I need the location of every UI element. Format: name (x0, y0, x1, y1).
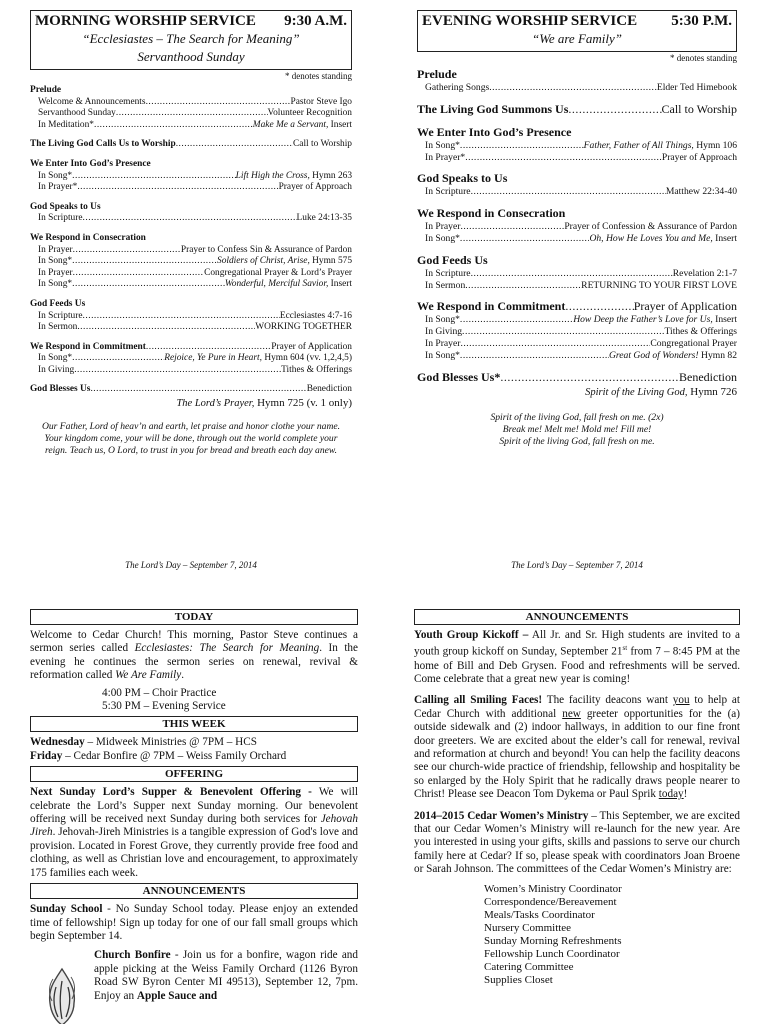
service-item: In Sermon ..... RETURNING TO YOUR FIRST LOVE (417, 280, 737, 292)
bonfire-announcement (30, 949, 358, 1024)
youth-group-paragraph: Youth Group Kickoff – All Jr. and Sr. High students are invited to a youth group kickoff on Sunday, September 21st from 7 – 8:45 PM at the home of Bill and Deb Grysen. Food and refreshments will be served. Come celebrate that a great new year is coming! (414, 629, 740, 685)
section-title: We Respond in Commitment ..... Prayer of Application (417, 299, 737, 314)
list-item: Sunday Morning Refreshments (484, 935, 622, 948)
worship-section (417, 370, 737, 385)
list-item: Fellowship Lunch Coordinator (484, 948, 620, 961)
week-event: Friday – Cedar Bonfire @ 7PM – Weiss Family Orchard (30, 749, 287, 762)
welcome-paragraph: Welcome to Cedar Church! This morning, Pastor Steve continues a sermon series called Ecclesiastes: The Search for Meaning. In the evening he continues the sermon series on renewal, revival & reformation called We Are Family. (30, 629, 358, 682)
worship-section (30, 384, 352, 396)
worship-section (30, 342, 352, 377)
service-item: In Song* ..... Wonderful, Merciful Savior, Insert (30, 279, 352, 291)
section-title: We Respond in Commitment ..... Prayer of Application (30, 342, 352, 354)
morning-occasion: Servanthood Sunday (137, 49, 245, 64)
closing-hymn: The Lord’s Prayer, Hymn 725 (v. 1 only) (176, 397, 352, 410)
today-heading: TODAY (30, 609, 358, 625)
womens-ministry-paragraph: 2014–2015 Cedar Women’s Ministry – This September, we are excited that our Cedar Women’s Ministry will re-launch for the new year. Are you interested in using your gifts, skills and passions to serve our church family here at Cedar? If so, please speak with coordinators Joan Broene or Sarah Johnson. The committees of the Cedar Women’s Ministry are: (414, 809, 740, 876)
page-footer-date: The Lord’s Day – September 7, 2014 (125, 560, 257, 570)
morning-header-box (30, 10, 352, 70)
service-item: Welcome & Announcements ..... Pastor Steve Igo (30, 97, 352, 109)
list-item: Women’s Ministry Coordinator (484, 882, 622, 895)
offering-paragraph: Next Sunday Lord’s Supper & Benevolent Offering - We will celebrate the Lord’s Supper next Sunday morning. Our benevolent offering will be received next Sunday during both services for Jehovah Jireh. Jehovah-Jireh Ministries is a tangible expression of God's love and provision. Located in Forest Grove, they currently provide free food and clothing, as well as Christian love and encouragement, to approximately 175 families each week. (30, 786, 358, 879)
morning-order-of-worship (30, 85, 352, 396)
section-title: God Feeds Us (30, 298, 86, 309)
worship-section (417, 171, 737, 198)
worship-section (417, 102, 737, 117)
section-title: The Living God Calls Us to Worship ..... Call to Worship (30, 139, 352, 151)
service-item: Gathering Songs ..... Elder Ted Himebook (417, 82, 737, 94)
this-week-heading: THIS WEEK (30, 716, 358, 732)
worship-section (417, 67, 737, 94)
service-item: In Song* ..... How Deep the Father’s Love for Us, Insert (417, 314, 737, 326)
section-title: God Blesses Us ..... Benediction (30, 384, 352, 396)
worship-section (30, 233, 352, 291)
service-item: In Song* ..... Great God of Wonders! Hymn 82 (417, 350, 737, 362)
service-item: In Prayer* ..... Prayer of Approach (30, 182, 352, 194)
today-panel (30, 606, 358, 1024)
list-item: Catering Committee (484, 961, 574, 974)
service-item: In Prayer ..... Congregational Prayer & Lord’s Prayer (30, 268, 352, 280)
section-title: The Living God Summons Us ..... Call to Worship (417, 102, 737, 117)
service-item: In Scripture ..... Revelation 2:1-7 (417, 268, 737, 280)
worship-section (30, 159, 352, 194)
evening-order-of-worship (417, 67, 737, 385)
section-title: God Speaks to Us (417, 171, 508, 186)
worship-section (417, 125, 737, 164)
service-item: In Song* ..... Lift High the Cross, Hymn 263 (30, 171, 352, 183)
service-item: In Prayer* ..... Prayer of Approach (417, 152, 737, 164)
service-item: In Song* ..... Soldiers of Christ, Arise, Hymn 575 (30, 256, 352, 268)
section-title: God Speaks to Us (30, 201, 101, 212)
announcements-heading: ANNOUNCEMENTS (414, 609, 740, 625)
greeters-paragraph: Calling all Smiling Faces! The facility deacons want you to help at Cedar Church with additional new greeter opportunities for the (a) outside sidewalk and (2) indoor hallways, in addition to our fine front door greeters. We are excited about the elder’s call for renewal, revival and reformation at church and beyond! You can help the facility deacons see our church-wide practice of friendship, fellowship and hospitality be so enlarged by the Holy Spirit that he radically draws people nearer to Christ! Please see Deacon Tom Dykema or Paul Sprik today! (414, 694, 740, 801)
evening-title: EVENING WORSHIP SERVICE (422, 13, 638, 29)
list-item: Correspondence/Bereavement (484, 895, 617, 908)
service-item: In Prayer ..... Prayer to Confess Sin & Assurance of Pardon (30, 245, 352, 257)
sunday-school-paragraph: Sunday School - No Sunday School today. Please enjoy an extended time of fellowship! Sign up today for one of our fall small groups which begin September 14. (30, 903, 358, 942)
service-item: Servanthood Sunday ..... Volunteer Recognition (30, 108, 352, 120)
evening-time: 5:30 P.M. (671, 13, 732, 29)
worship-section (30, 299, 352, 334)
service-item: In Prayer ..... Prayer of Confession & Assurance of Pardon (417, 221, 737, 233)
morning-title: MORNING WORSHIP SERVICE (35, 13, 256, 29)
worship-section (30, 202, 352, 225)
service-item: In Song* ..... Oh, How He Loves You and Me, Insert (417, 233, 737, 245)
service-item: In Scripture ..... Ecclesiastes 4:7-16 (30, 311, 352, 323)
bonfire-paragraph: Church Bonfire - Join us for a bonfire, wagon ride and apple picking at the Weiss Family Orchard (1126 Byron Road SW Byron Center MI 49513), September 12, 7pm. Enjoy an Apple Sauce and (94, 949, 358, 1002)
closing-hymn: Spirit of the Living God, Hymn 726 (585, 385, 737, 398)
list-item: Nursery Committee (484, 921, 572, 934)
section-title: We Enter Into God’s Presence (30, 158, 151, 169)
announcements-heading: ANNOUNCEMENTS (30, 883, 358, 899)
lords-prayer-text: Our Father, Lord of heav’n and earth, let praise and honor clothe your name. Your kingdom come, your will be done, through out the world complete your reign. Teach us, O Lord, to trust in you for bread and breath each day anew. (41, 421, 341, 457)
song-lyrics: Spirit of the living God, fall fresh on me. (2x) Break me! Melt me! Mold me! Fill me! Spirit of the living God, fall fresh on me. (490, 411, 664, 447)
worship-section (417, 299, 737, 361)
section-title: We Enter Into God’s Presence (417, 124, 572, 139)
morning-time: 9:30 A.M. (284, 13, 347, 29)
flame-icon (30, 949, 94, 1024)
service-item: In Song* ..... Rejoice, Ye Pure in Heart, Hymn 604 (vv. 1,2,4,5) (30, 353, 352, 365)
section-title: We Respond in Consecration (417, 206, 566, 221)
service-item: In Giving ..... Tithes & Offerings (417, 326, 737, 338)
service-item: In Song* ..... Father, Father of All Things, Hymn 106 (417, 140, 737, 152)
section-title: Prelude (30, 85, 62, 95)
service-item: In Prayer ..... Congregational Prayer (417, 338, 737, 350)
evening-theme: “We are Family” (531, 31, 623, 46)
service-item: In Meditation* ..... Make Me a Servant, Insert (30, 120, 352, 132)
evening-worship-panel (417, 10, 737, 580)
week-event: Wednesday – Midweek Ministries @ 7PM – HCS (30, 736, 257, 749)
morning-theme: “Ecclesiastes – The Search for Meaning” (82, 31, 300, 46)
announcements-panel (414, 606, 740, 1024)
section-title: God Blesses Us* ..... Benediction (417, 370, 737, 385)
section-title: Prelude (417, 67, 457, 81)
section-title: God Feeds Us (417, 252, 488, 267)
service-item: In Sermon ..... WORKING TOGETHER (30, 322, 352, 334)
committee-list (414, 883, 740, 988)
evening-header-box (417, 10, 737, 52)
offering-heading: OFFERING (30, 766, 358, 782)
section-title: We Respond in Consecration (30, 232, 146, 243)
standing-note: * denotes standing (285, 71, 352, 81)
worship-section (30, 85, 352, 131)
service-item: In Scripture ..... Matthew 22:34-40 (417, 186, 737, 198)
page-footer-date: The Lord’s Day – September 7, 2014 (511, 560, 643, 570)
standing-note: * denotes standing (670, 53, 737, 63)
worship-section (30, 139, 352, 151)
worship-section (417, 253, 737, 292)
service-item: In Giving ..... Tithes & Offerings (30, 365, 352, 377)
list-item: Supplies Closet (484, 974, 553, 987)
today-schedule: 4:00 PM – Choir Practice 5:30 PM – Evening Service (102, 686, 226, 713)
worship-section (417, 206, 737, 245)
morning-worship-panel (30, 10, 352, 580)
list-item: Meals/Tasks Coordinator (484, 908, 595, 921)
service-item: In Scripture ..... Luke 24:13-35 (30, 213, 352, 225)
